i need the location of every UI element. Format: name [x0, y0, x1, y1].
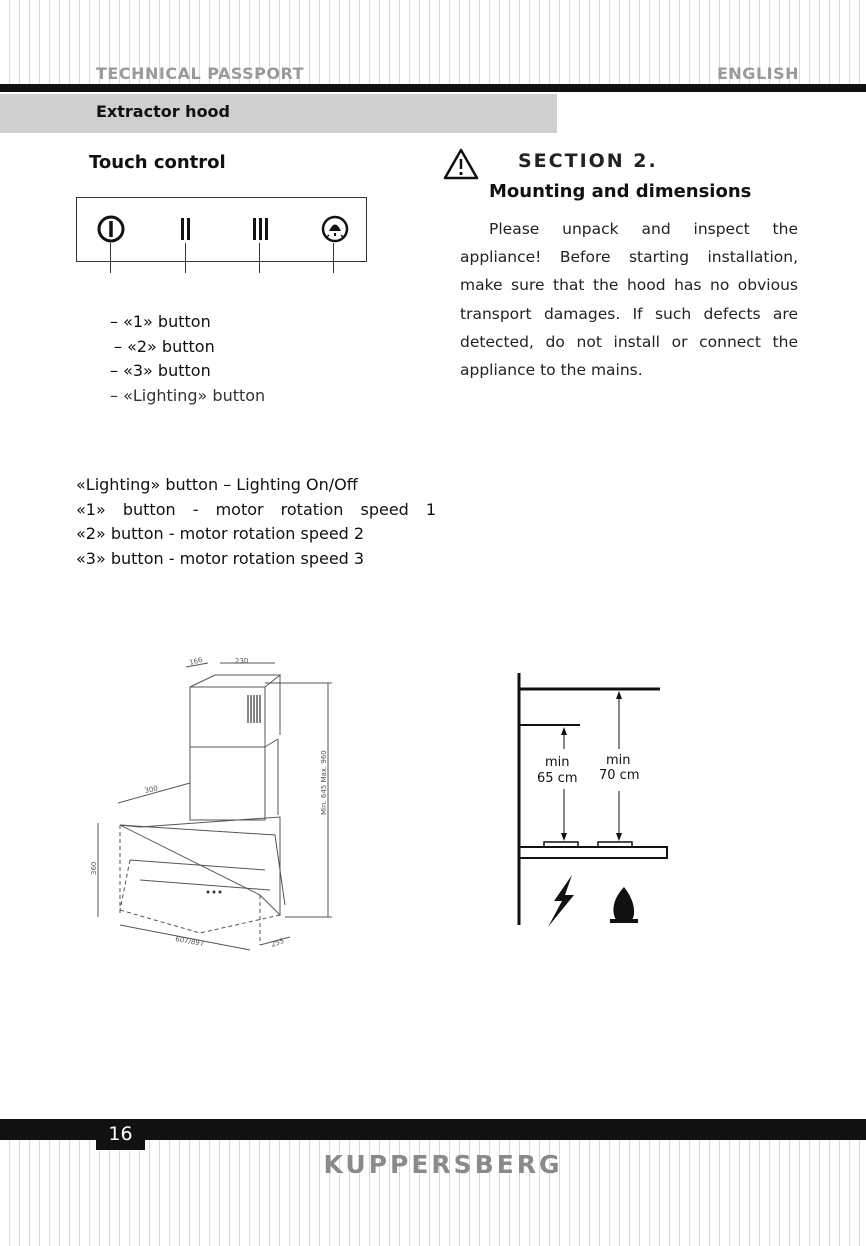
legend-item-1: – «1» button — [110, 312, 211, 331]
control-panel — [76, 197, 367, 262]
gas-flame-icon — [610, 887, 638, 923]
page-number: 16 — [96, 1119, 145, 1150]
legend-item-3: – «3» button — [110, 361, 211, 380]
function-lighting: «Lighting» button – Lighting On/Off — [76, 475, 358, 494]
speed-2-icon — [181, 218, 190, 240]
leader-line — [333, 243, 334, 273]
header-bar — [0, 84, 866, 92]
section-paragraph: Please unpack and inspect the appliance! Before starting installation, make sure that the hood has no obvious transport damages. If such defects are detected, do not install or connect the appliance to the mains. — [460, 220, 798, 380]
dim-width: 607/897 — [174, 935, 205, 949]
dim-height-range: Min. 645 Max. 960 — [320, 750, 328, 815]
function-speed-3: «3» button - motor rotation speed 3 — [76, 548, 365, 568]
control-panel-icons — [77, 198, 368, 263]
function-list — [76, 473, 437, 571]
subtitle-bar — [0, 94, 557, 133]
dim-depth: 300 — [143, 784, 159, 795]
min-gas-label: min — [606, 753, 631, 768]
leader-line — [110, 243, 111, 273]
warning-icon — [443, 148, 479, 180]
electric-icon — [548, 875, 574, 927]
legend-item-2: – «2» button — [114, 336, 215, 356]
vent-grille — [248, 695, 260, 723]
header-left-label: TECHNICAL PASSPORT — [96, 64, 305, 83]
brand-logo: KUPPERSBERG — [323, 1150, 563, 1179]
page-subtitle: Extractor hood — [96, 102, 230, 121]
dim-top-width: 230 — [235, 657, 249, 665]
legend-item-lighting: – «Lighting» button — [110, 385, 266, 405]
min-electric-value: 65 cm — [537, 771, 578, 786]
lighting-icon — [323, 217, 347, 241]
installation-distance-drawing — [510, 665, 680, 930]
button-legend — [110, 310, 265, 408]
hood-control-dots — [207, 891, 222, 894]
leader-line — [185, 243, 186, 273]
function-speed-1 — [76, 498, 437, 523]
function-speed-2: «2» button - motor rotation speed 2 — [76, 524, 365, 543]
dim-side: 255 — [269, 936, 286, 949]
min-electric-label: min — [545, 755, 570, 770]
section-subtitle: Mounting and dimensions — [489, 181, 752, 202]
hood-dimension-drawing — [80, 655, 350, 965]
speed-3-icon — [253, 218, 268, 240]
touch-control-title: Touch control — [89, 152, 226, 173]
leader-line — [259, 243, 260, 273]
dim-panel-height: 360 — [90, 861, 98, 875]
power-icon — [99, 217, 123, 241]
function-speed-1-text: «1» button - motor rotation speed 1 — [76, 499, 437, 519]
dim-top-depth: 166 — [188, 655, 204, 667]
header-language: ENGLISH — [716, 64, 799, 83]
section-title: SECTION 2. — [518, 150, 658, 172]
min-gas-value: 70 cm — [599, 768, 640, 783]
